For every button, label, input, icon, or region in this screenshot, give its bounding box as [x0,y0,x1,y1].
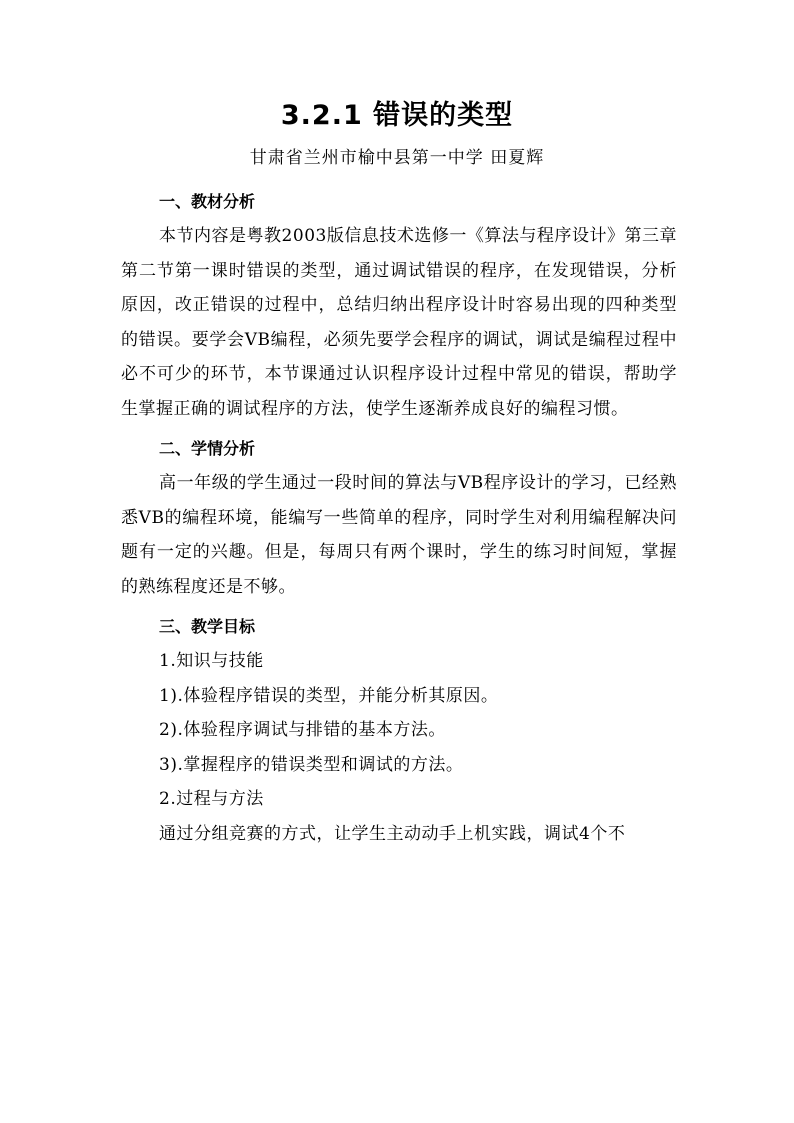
document-author: 甘肃省兰州市榆中县第一中学 田夏辉 [249,148,545,168]
paragraph-students: 高一年级的学生通过一段时间的算法与VB程序设计的学习，已经熟悉VB的编程环境，能编写一些简单的程序，同时学生对利用编程解决问题有一定的兴趣。但是，每周只有两个课时，学生的练习时间短，掌握的熟练程度还是不够。 [121,473,677,597]
goal-knowledge-heading: 1.知识与技能 [159,651,264,671]
section-heading-students: 二、学情分析 [159,439,256,458]
goal-process-heading: 2.过程与方法 [159,789,264,809]
goal-item-1: 1).体验程序错误的类型，并能分析其原因。 [159,685,499,706]
document-title: 3.2.1 错误的类型 [280,100,514,131]
section-heading-goals: 三、教学目标 [159,617,256,636]
goal-item-2: 2).体验程序调试与排错的基本方法。 [159,720,446,740]
section-heading-analysis: 一、教材分析 [159,192,256,211]
goal-item-3: 3).掌握程序的错误类型和调试的方法。 [159,754,464,775]
document-body [121,185,677,851]
paragraph-analysis: 本节内容是粤教2003版信息技术选修一《算法与程序设计》第三章第二节第一课时错误的类型，通过调试错误的程序，在发现错误，分析原因，改正错误的过程中，总结归纳出程序设计时容易出现的四种类型的错误。要学会VB编程，必须先要学会程序的调试，调试是编程过程中必不可少的环节，本节课通过认识程序设计过程中常见的错误，帮助学生掌握正确的调试程序的方法，使学生逐渐养成良好的编程习惯。 [121,226,677,419]
paragraph-process: 通过分组竞赛的方式，让学生主动动手上机实践，调试4个不 [159,823,626,844]
